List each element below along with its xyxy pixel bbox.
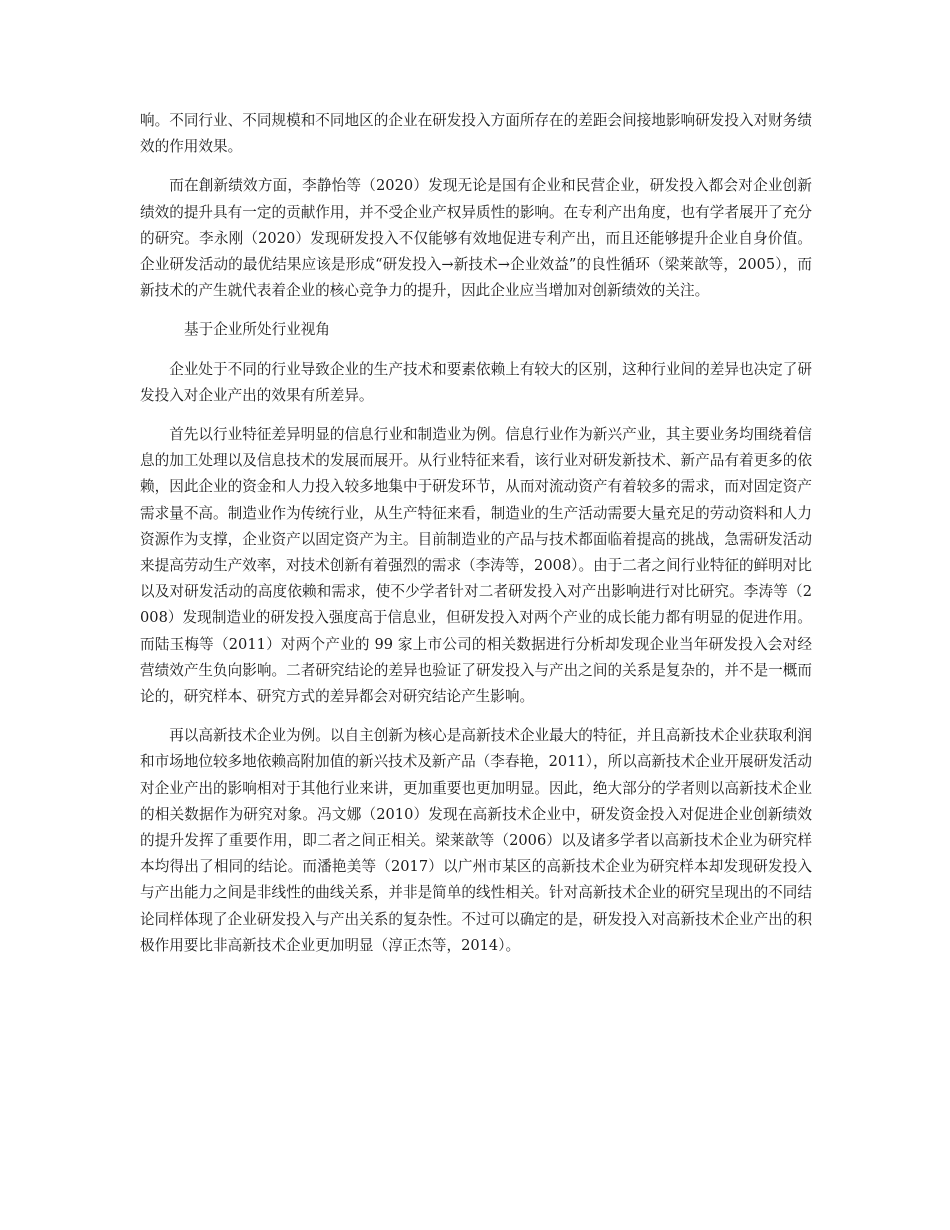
paragraph-information-manufacturing: 首先以行业特征差异明显的信息行业和制造业为例。信息行业作为新兴产业，其主要业务均围绕着信息的加工处理以及信息技术的发展而展开。从行业特征来看，该行业对研发新技术、新产品有着更多的依赖，因此企业的资金和人力投入较多地集中于研发环节，从而对流动资产有着较多的需求，而对固定资产需求量不高。制造业作为传统行业，从生产特征来看，制造业的生产活动需要大量充足的劳动资料和人力资源作为支撑，企业资产以固定资产为主。目前制造业的产品与技术都面临着提高的挑战，急需研发活动来提高劳动生产效率，对技术创新有着强烈的需求（李涛等，2008）。由于二者之间行业特征的鲜明对比以及对研发活动的高度依赖和需求，使不少学者针对二者研发投入对产出影响进行对比研究。李涛等（2008）发现制造业的研发投入强度高于信息业，但研发投入对两个产业的成长能力都有明显的促进作用。而陆玉梅等（2011）对两个产业的 99 家上市公司的相关数据进行分析却发现企业当年研发投入会对经营绩效产生负向影响。二者研究结论的差异也验证了研发投入与产出之间的关系是复杂的，并不是一概而论的，研究样本、研究方式的差异都会对研究结论产生影响。 <box>140 426 812 706</box>
paragraph-high-tech: 再以高新技术企业为例。以自主创新为核心是高新技术企业最大的特征，并且高新技术企业获取利润和市场地位较多地依赖高附加值的新兴技术及新产品（李春艳，2011），所以高新技术企业开展研发活动对企业产出的影响相对于其他行业来讲，更加重要也更加明显。因此，绝大部分的学者则以高新技术企业的相关数据作为研究对象。冯文娜（2010）发现在高新技术企业中，研发资金投入对促进企业创新绩效的提升发挥了重要作用，即二者之间正相关。梁莱歆等（2006）以及诸多学者以高新技术企业为研究样本均得出了相同的结论。而潘艳美等（2017）以广州市某区的高新技术企业为研究样本却发现研发投入与产出能力之间是非线性的曲线关系，并非是简单的线性相关。针对高新技术企业的研究呈现出的不同结论同样体现了企业研发投入与产出关系的复杂性。不过可以确定的是，研发投入对高新技术企业产出的积极作用要比非高新技术企业更加明显（淳正杰等，2014）。 <box>140 727 812 954</box>
section-heading: 基于企业所处行业视角 <box>184 321 330 339</box>
document-page <box>140 108 812 959</box>
paragraph-industry-intro: 企业处于不同的行业导致企业的生产技术和要素依赖上有较大的区别，这种行业间的差异也决定了研发投入对企业产出的效果有所差异。 <box>140 360 812 404</box>
paragraph-innovation-performance: 而在創新绩效方面，李静怡等（2020）发现无论是国有企业和民营企业，研发投入都会对企业创新绩效的提升具有一定的贡献作用，并不受企业产权异质性的影响。在专利产出角度，也有学者展开了充分的研究。李永刚（2020）发现研发投入不仅能够有效地促进专利产出，而且还能够提升企业自身价值。企业研发活动的最优结果应该是形成“研发投入→新技术→企业效益”的良性循环（梁莱歆等，2005），而新技术的产生就代表着企业的核心竞争力的提升，因此企业应当增加对创新绩效的关注。 <box>140 177 812 300</box>
paragraph-continuation: 响。不同行业、不同规模和不同地区的企业在研发投入方面所存在的差距会间接地影响研发投入对财务绩效的作用效果。 <box>140 112 812 156</box>
